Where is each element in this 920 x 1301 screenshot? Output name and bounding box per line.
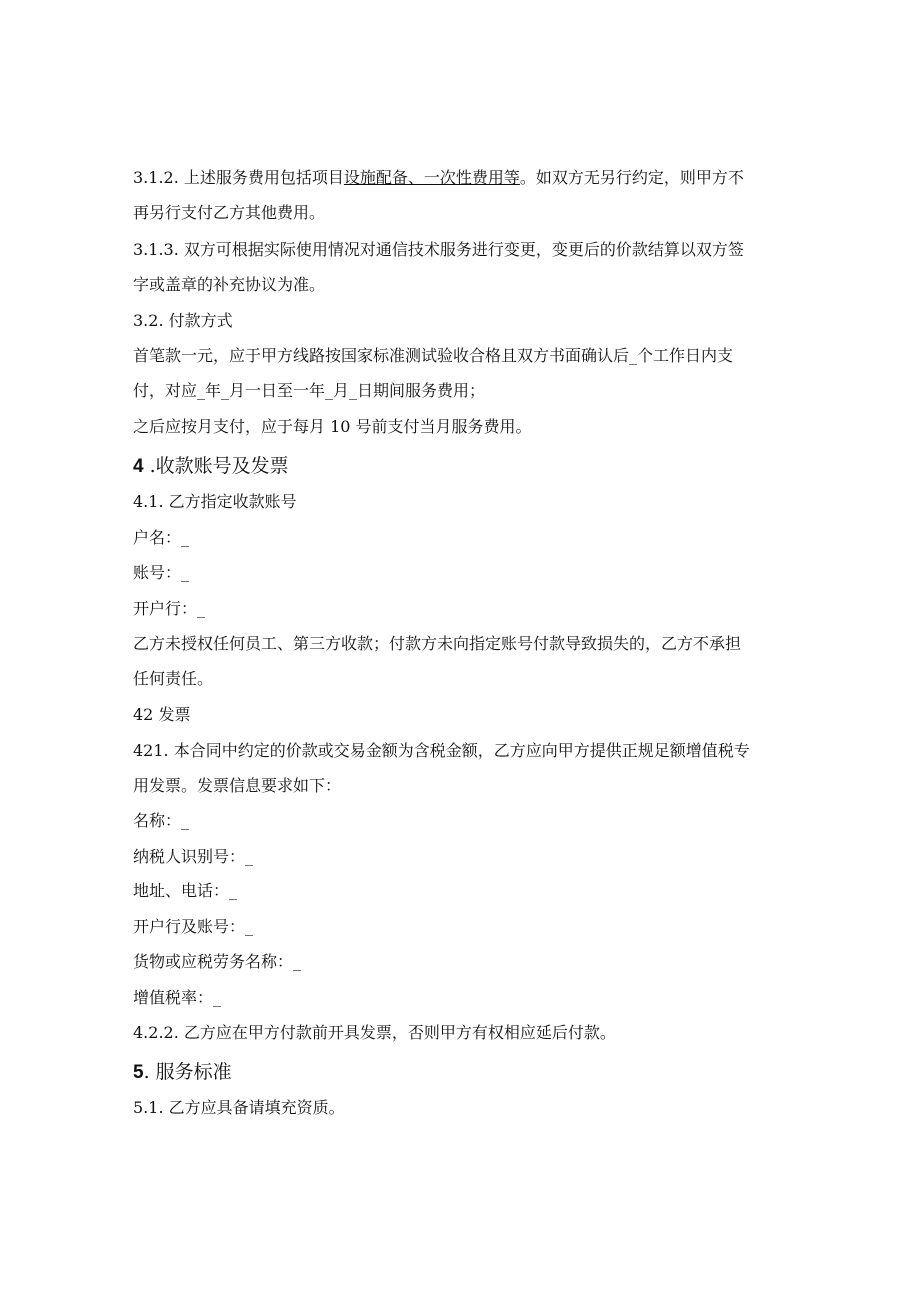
clause-3-1-2-text-a: 3.1.2. 上述服务费用包括项目	[133, 168, 344, 187]
payment-line-1: 首笔款一元，应于甲方线路按国家标准测试验收合格且双方书面确认后_个工作日内支	[133, 346, 734, 365]
clause-3-1-2-underlined-text: 设施配备、一次性费用等	[343, 168, 520, 187]
bank-field: 开户行：_	[133, 599, 206, 618]
clause-4-1-title: 4.1. 乙方指定收款账号	[133, 492, 297, 511]
clause-3-2-title: 3.2. 付款方式	[133, 311, 233, 330]
invoice-goods-field: 货物或应税劳务名称：_	[133, 952, 302, 971]
disclaimer-line-1: 乙方未授权任何员工、第三方收款；付款方未向指定账号付款导致损失的，乙方不承担	[133, 634, 742, 653]
disclaimer-line-2: 任何责任。	[133, 669, 214, 688]
section-4-number: 4	[133, 456, 144, 477]
clause-4-2-title: 42 发票	[133, 705, 191, 724]
clause-3-1-3-line-2: 字或盖章的补充协议为准。	[133, 275, 326, 294]
invoice-bank-account-field: 开户行及账号：_	[133, 917, 254, 936]
clause-3-1-2-line-2: 再另行支付乙方其他费用。	[133, 203, 326, 222]
section-4-title: .收款账号及发票	[143, 455, 289, 477]
section-5-title: . 服务标准	[143, 1061, 232, 1083]
invoice-name-field: 名称：_	[133, 811, 190, 830]
invoice-taxpayer-id-field: 纳税人识别号：_	[133, 847, 254, 866]
invoice-address-phone-field: 地址、电话：_	[133, 881, 238, 900]
clause-4-2-2: 4.2.2. 乙方应在甲方付款前开具发票，否则甲方有权相应延后付款。	[133, 1023, 616, 1042]
account-name-field: 户名：_	[133, 528, 190, 547]
invoice-tax-rate-field: 增值税率：_	[133, 988, 222, 1007]
account-number-field: 账号：_	[133, 563, 190, 582]
clause-3-1-2-text-b: 。如双方无另行约定，则甲方不	[519, 168, 744, 187]
section-5-number: 5	[133, 1062, 144, 1083]
clause-3-1-3-line-1: 3.1.3. 双方可根据实际使用情况对通信技术服务进行变更，变更后的价款结算以双方签	[133, 240, 744, 259]
payment-line-3: 之后应按月支付，应于每月 10 号前支付当月服务费用。	[133, 417, 532, 436]
section-5-heading	[133, 1061, 793, 1084]
section-4-heading	[133, 455, 793, 478]
payment-line-2: 付，对应_年_月一日至一年_月_日期间服务费用；	[133, 381, 486, 400]
clause-5-1: 5.1. 乙方应具备请填充资质。	[133, 1098, 345, 1117]
clause-3-1-2-line-1	[133, 168, 793, 188]
clause-4-2-1-line-2: 用发票。发票信息要求如下：	[133, 776, 342, 795]
clause-4-2-1-line-1: 421. 本合同中约定的价款或交易金额为含税金额，乙方应向甲方提供正规足额增值税专	[133, 741, 750, 760]
